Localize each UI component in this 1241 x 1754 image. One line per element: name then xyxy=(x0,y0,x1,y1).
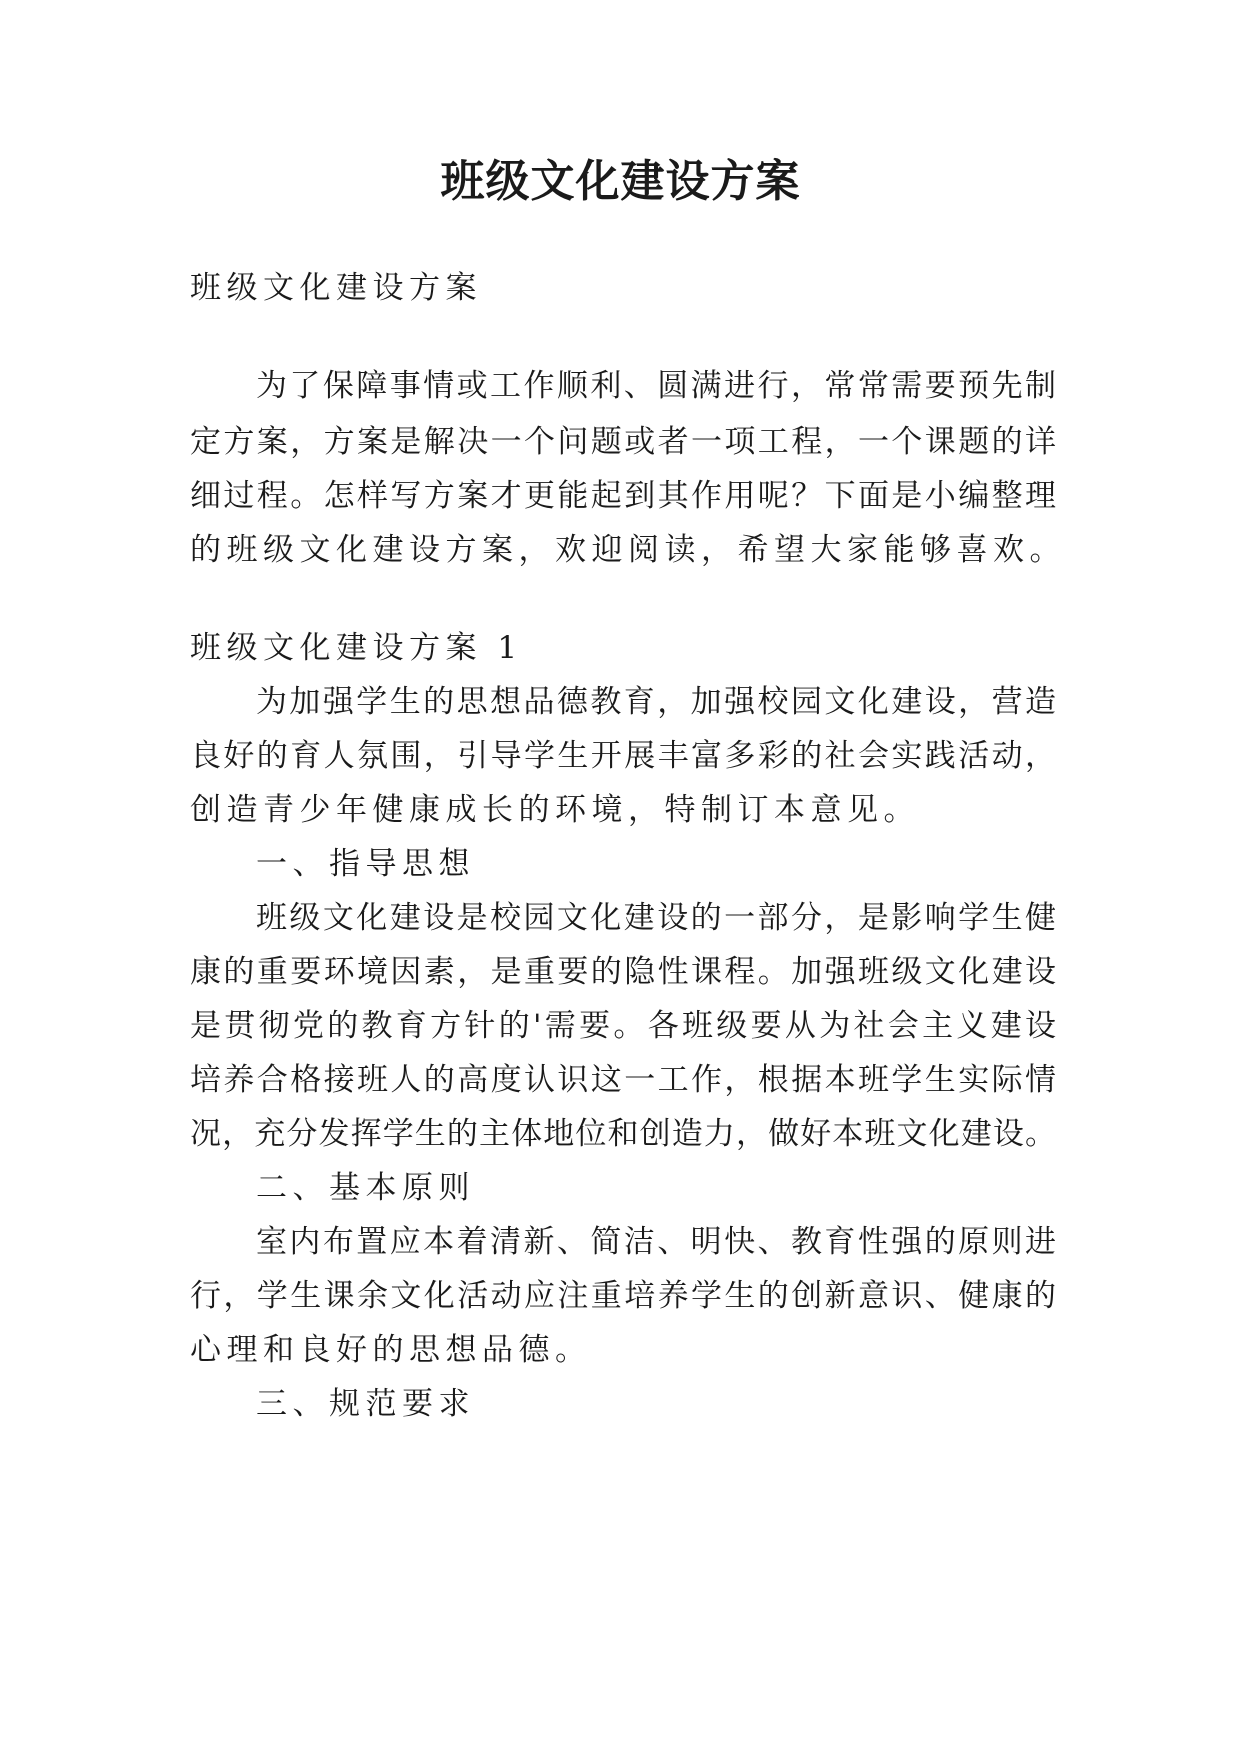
section-title: 班级文化建设方案 1 xyxy=(190,630,523,666)
intro-line: 为了保障事情或工作顺利、圆满进行，常常需要预先制 xyxy=(256,368,1056,404)
para1-line: 康的重要环境因素，是重要的隐性课程。加强班级文化建设 xyxy=(190,954,1056,990)
document-title: 班级文化建设方案 xyxy=(440,156,801,207)
para1-line: 培养合格接班人的高度认识这一工作，根据本班学生实际情 xyxy=(190,1062,1056,1098)
intro-line: 细过程。怎样写方案才更能起到其作用呢？下面是小编整理 xyxy=(190,478,1056,514)
document-subtitle: 班级文化建设方案 xyxy=(190,270,482,306)
section-intro-line: 创造青少年健康成长的环境，特制订本意见。 xyxy=(190,792,920,828)
intro-line: 的班级文化建设方案，欢迎阅读，希望大家能够喜欢。 xyxy=(190,532,1066,568)
intro-line: 定方案，方案是解决一个问题或者一项工程，一个课题的详 xyxy=(190,424,1056,460)
heading-requirements: 三、规范要求 xyxy=(256,1386,475,1422)
section-intro-line: 良好的育人氛围，引导学生开展丰富多彩的社会实践活动， xyxy=(190,738,1056,774)
para1-line: 况，充分发挥学生的主体地位和创造力，做好本班文化建设。 xyxy=(190,1116,1056,1152)
section-intro-line: 为加强学生的思想品德教育，加强校园文化建设，营造 xyxy=(256,684,1056,720)
heading-guiding-ideology: 一、指导思想 xyxy=(256,846,475,882)
para2-line: 室内布置应本着清新、简洁、明快、教育性强的原则进 xyxy=(256,1224,1056,1260)
para1-line: 是贯彻党的教育方针的'需要。各班级要从为社会主义建设 xyxy=(190,1008,1056,1044)
heading-basic-principles: 二、基本原则 xyxy=(256,1170,475,1206)
para2-line: 行，学生课余文化活动应注重培养学生的创新意识、健康的 xyxy=(190,1278,1056,1314)
para2-line: 心理和良好的思想品德。 xyxy=(190,1332,592,1368)
para1-line: 班级文化建设是校园文化建设的一部分，是影响学生健 xyxy=(256,900,1056,936)
